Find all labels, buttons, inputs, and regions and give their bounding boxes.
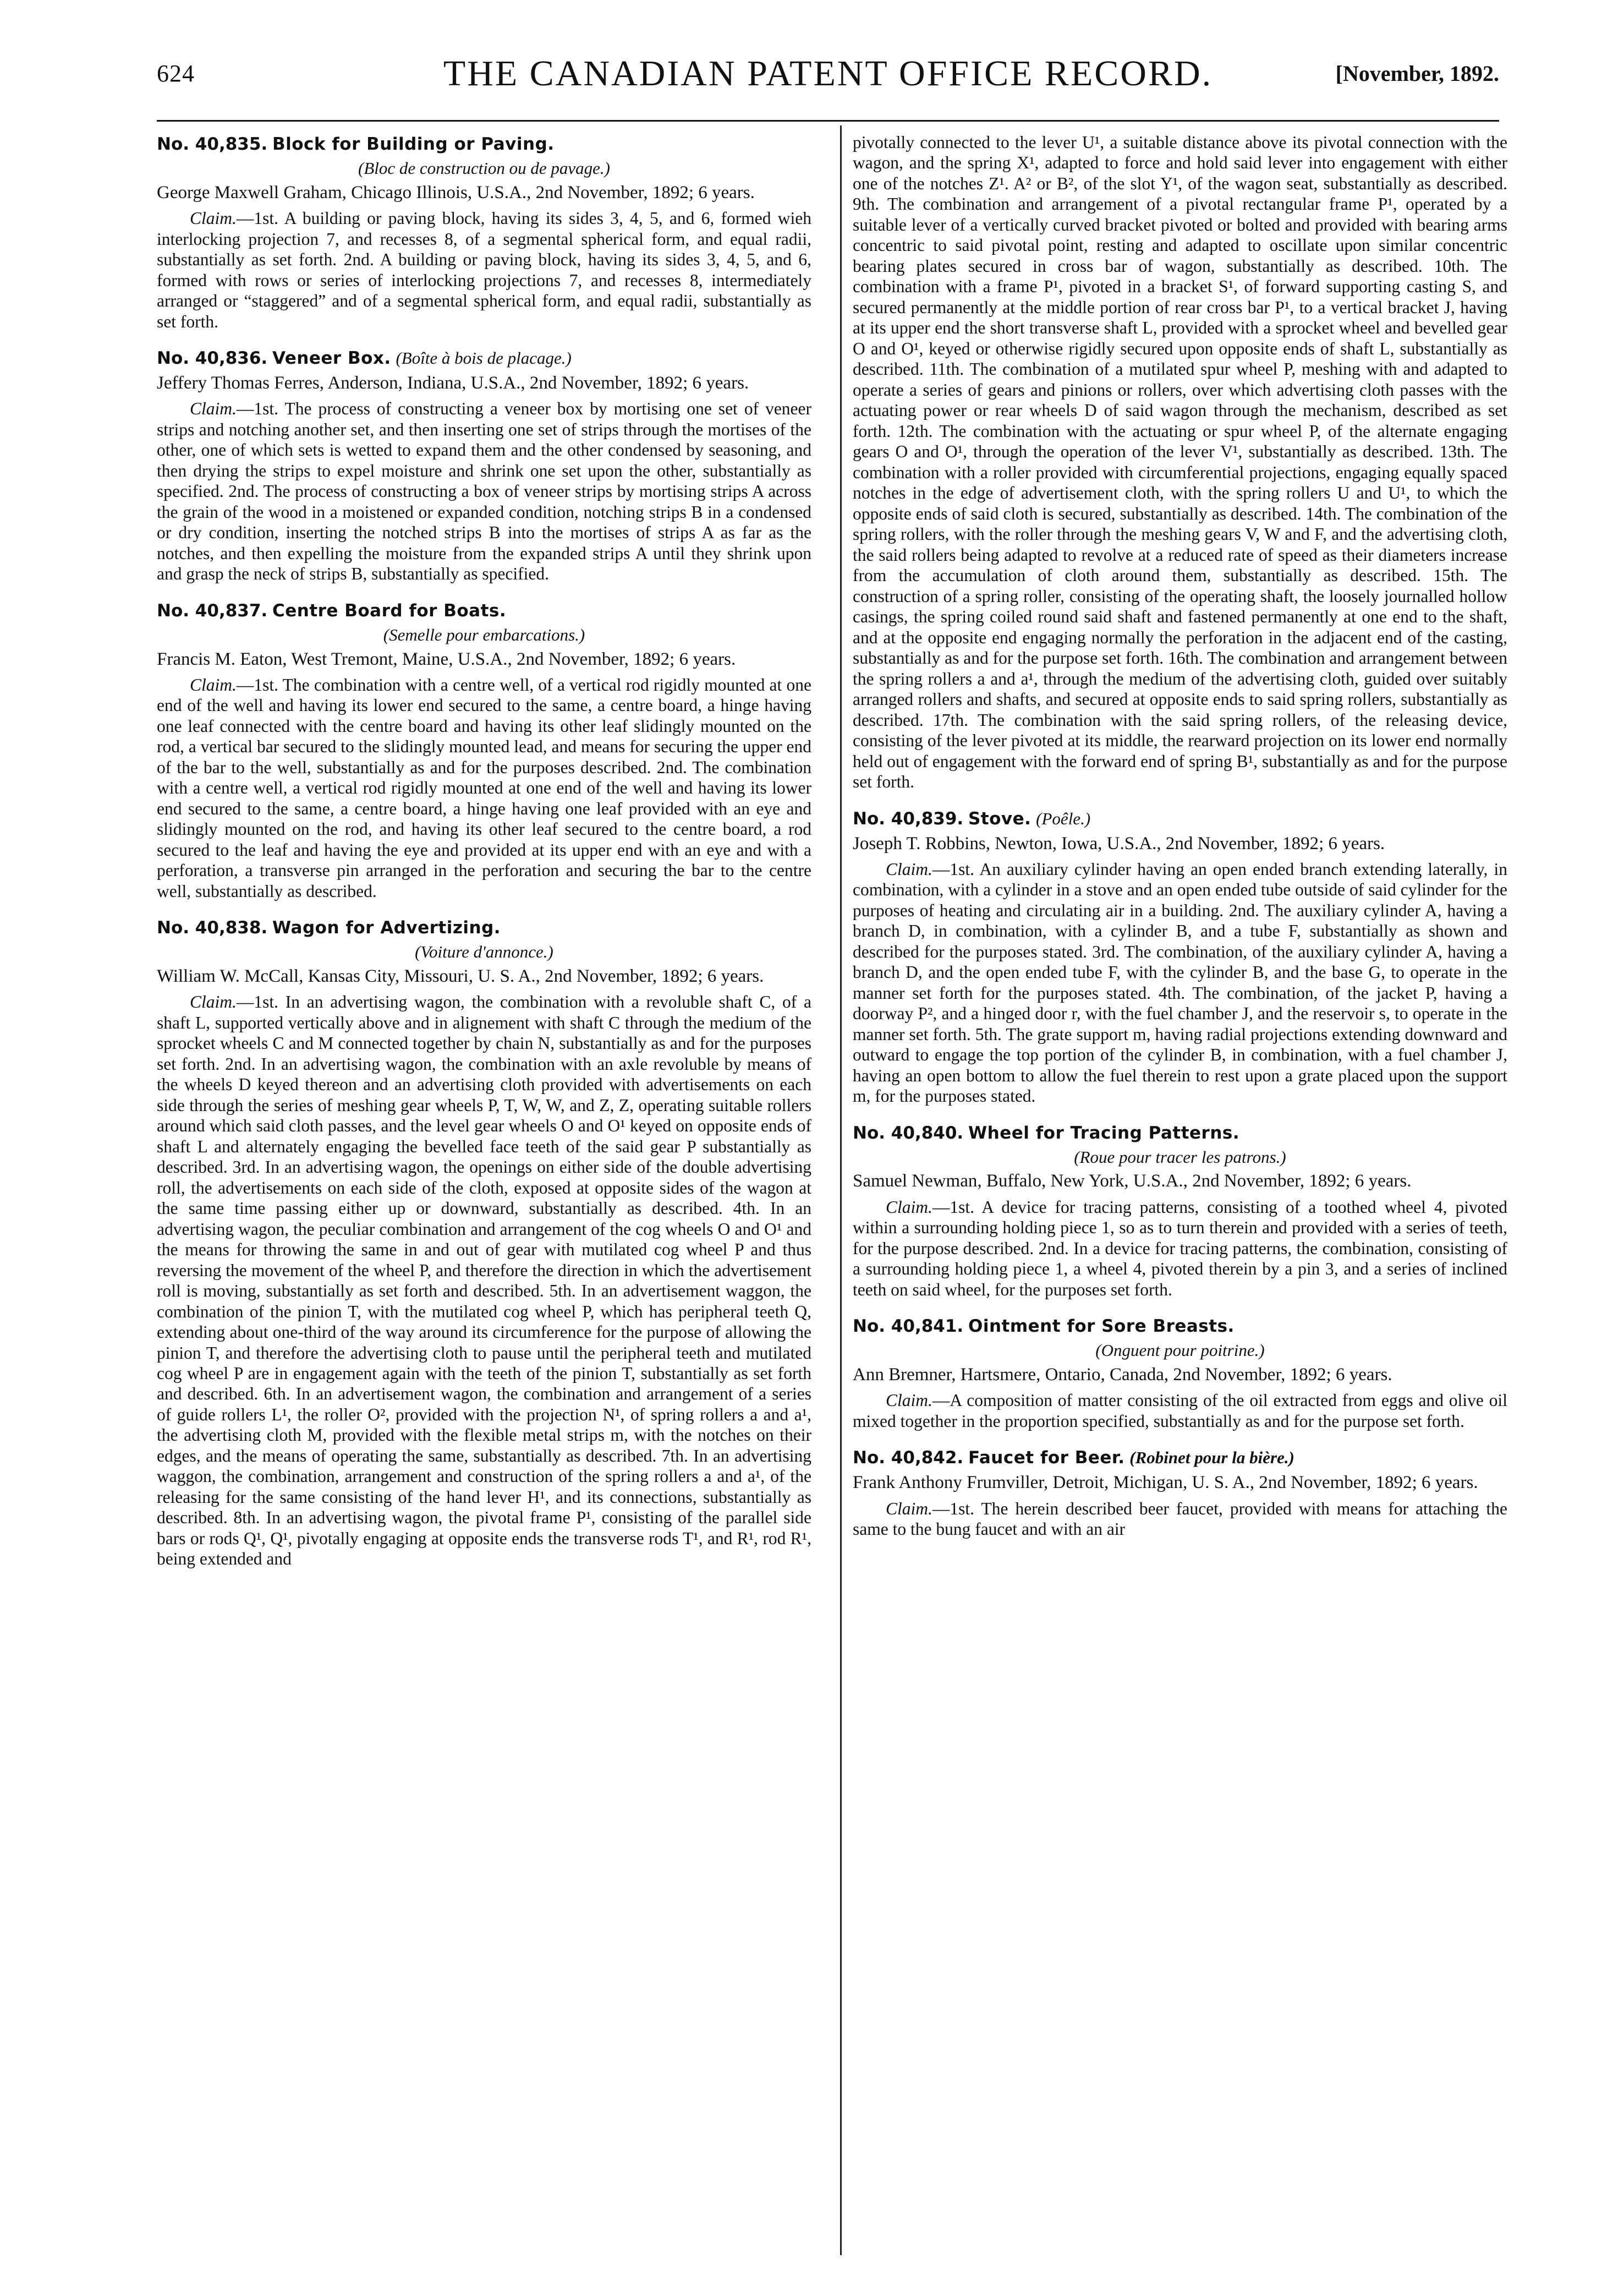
french-title: (Semelle pour embarcations.) [383,625,585,644]
claims-body: —1st. The combination with a centre well, of a vertical rod rigidly mounted at one end of the well and having its lower end secured to the same, a centre board, a hinge having one leaf connected with the centre board and having its other leaf slidingly mounted on the rod, a vertical bar secured to the slidingly mounted lead, and means for securing the upper end of the bar to the well, substantially as and for the purposes described. 2nd. The combination with a centre well, a vertical rod rigidly mounted at one end of the well and having its lower end secured to the same, a centre board, a hinge having one leaf provided with an eye and slidingly mounted on the rod, and having its other leaf secured to the centre board, a rod secured to the leaf and having the eye and provided at its upper end with an eye and with a perforation, a transverse pin arranged in the perforation and securing the bar to the centre well, substantially as described. [157,675,811,901]
entry-heading [853,807,1507,830]
claim-label: Claim. [886,859,932,879]
patent-title: Ointment for Sore Breasts. [968,1316,1235,1337]
patent-entry-40835 [157,132,811,332]
patent-title: Centre Board for Boats. [272,600,507,621]
inventor-line: Francis M. Eaton, West Tremont, Maine, U.S.A., 2nd November, 1892; 6 years. [157,649,736,669]
column-divider [840,125,842,2255]
entry-heading [853,1314,1507,1337]
page-number: 624 [157,60,195,87]
french-title: (Bloc de construction ou de pavage.) [358,158,610,178]
claims-continuation: pivotally connected to the lever U¹, a suitable distance above its pivotal connection with the wagon, and the spring X¹, adapted to force and hold said lever into engagement with either one of the notches Z¹. A² or B², of the slot Y¹, of the wagon seat, substantially as described. 9th. The combination and arrangement of a pivotal rectangular frame P¹, operated by a suitable lever of a vertically curved bracket pivoted or bolted and provided with bearing arms concentric to said pivotal point, resting and adapted to oscillate upon similar concentric bearing plates secured in cross bar of wagon, substantially as described. 10th. The combination with a frame P¹, pivoted in a bracket S¹, of forward supporting casting S, and secured permanently at the middle portion of rear cross bar P¹, to a vertical bracket J, having at its upper end the short transverse shaft L, provided with a sprocket wheel and bevelled gear O and O¹, keyed or otherwise rigidly secured upon opposite ends of shaft L, substantially as described. 11th. The combination of a mutilated spur wheel P, meshing with and adapted to operate a series of gears and pinions or rollers, over which advertising cloth passes with the actuating power or rear wheels D of said wagon through the mechanism, described as set forth. 12th. The combination with the actuating or spur wheel P, of the alternate engaging gears O and O¹, through the operation of the lever V¹, substantially as described. 13th. The combination with a roller provided with circumferential projections, engaging equally spaced notches in the edge of advertisement cloth, with the spring rollers U and U¹, to which the opposite ends of said cloth is secured, substantially as described. 14th. The combination of the spring rollers, with the roller through the meshing gears V, W and F, and the advertising cloth, the said rollers being adapted to revolve at a reduced rate of speed as their diameters increase from the accumulation of cloth around them, substantially as described. 15th. The construction of a spring roller, consisting of the operating shaft, the loosely journalled hollow casings, the spring coiled round said shaft and fastened permanently at one end to the shaft, and at the opposite end engaging normally the perforation in the adjacent end of the casting, substantially as and for the purpose set forth. 16th. The combination and arrangement between the spring rollers a and a¹, through the medium of the advertising cloth, guided over suitably arranged rollers and shafts, and secured at opposite ends to said spring rollers, substantially as described. 17th. The combination with the said spring rollers, of the releasing device, consisting of the lever pivoted at its middle, the rearward projection on its lower end normally held out of engagement with the forward end of spring B¹, substantially as and for the purpose set forth. [853,133,1507,792]
french-title: (Voiture d'annonce.) [415,942,553,962]
patent-title: Faucet for Beer. [968,1448,1125,1468]
header-rule [157,120,1499,122]
claims-text [853,1197,1507,1300]
page-header [157,50,1499,105]
claims-text [853,859,1507,1107]
patent-title: Veneer Box. [272,348,391,369]
claim-label: Claim. [190,675,237,694]
claims-text [853,1498,1507,1540]
claims-body: —1st. The herein described beer faucet, provided with means for attaching the same to the bung faucet and with an air [853,1498,1507,1539]
claim-label: Claim. [190,399,237,419]
claims-body: —A composition of matter consisting of the oil extracted from eggs and olive oil mixed together in the proportion specified, substantially as and for the purpose set forth. [853,1391,1507,1431]
patent-number: No. 40,839. [853,808,964,829]
running-title: THE CANADIAN PATENT OFFICE RECORD. [443,53,1213,94]
entry-heading [157,346,811,369]
claims-text [157,208,811,332]
patent-title: Stove. [968,808,1032,829]
patent-number: No. 40,840. [853,1123,964,1143]
entry-heading [853,1121,1507,1144]
patent-entry-40840 [853,1121,1507,1300]
patent-number: No. 40,841. [853,1316,964,1337]
french-title: (Poêle.) [1036,808,1091,828]
claims-body: —1st. A device for tracing patterns, consisting of a toothed wheel 4, pivoted within a surrounding holding piece 1, so as to turn therein and provided with a series of teeth, for the purpose described. 2nd. In a device for tracing patterns, the combination, consisting of a surrounding holding piece 1, a wheel 4, pivoted therein by a pin 3, and a series of inclined teeth on said wheel, for the purposes set forth. [853,1197,1507,1299]
patent-entry-40838-continued [853,132,1507,792]
patent-number: No. 40,842. [853,1448,964,1468]
claims-text [157,992,811,1569]
inventor-line: Ann Bremner, Hartsmere, Ontario, Canada, 2nd November, 1892; 6 years. [853,1365,1392,1385]
claim-label: Claim. [886,1197,932,1217]
claims-body: —1st. The process of constructing a veneer box by mortising one set of veneer strips and notching another set, and then inserting one set of strips through the mortises of the other, one of which sets is wetted to expand them and the other condensed by seasoning, and then drying the strips to expel moisture and shrink one set upon the other, substantially as specified. 2nd. The process of constructing a box of veneer strips by mortising strips A across the grain of the wood in a moistened or expanded condition, notching strips B in a condensed or dry condition, inserting the notched strips B into the mortises of strips A as far as the notches, and then expelling the moisture from the expanded strips A until they shrink upon and grasp the neck of strips B, substantially as specified. [157,399,811,584]
patent-title: Block for Building or Paving. [272,134,555,154]
french-title: (Robinet pour la bière.) [1129,1448,1294,1468]
patent-number: No. 40,837. [157,600,268,621]
inventor-line: Frank Anthony Frumviller, Detroit, Michigan, U. S. A., 2nd November, 1892; 6 years. [853,1473,1478,1493]
claim-label: Claim. [886,1391,932,1410]
patent-number: No. 40,835. [157,134,268,154]
claims-body: —1st. In an advertising wagon, the combination with a revoluble shaft C, of a shaft L, supported vertically above and in alignement with shaft C through the medium of the sprocket wheels C and M connected together by chain N, substantially as and for the purposes set forth. 2nd. In an advertising wagon, the combination with an axle revoluble by means of the wheels D keyed thereon and an advertising cloth provided with advertisements on each side through the series of meshing gear wheels P, T, W, W, and Z, Z, operating suitable rollers around which said cloth passes, and the level gear wheels O and O¹ keyed on opposite ends of shaft L and alternately engaging the bevelled face teeth of the said gear P substantially as described. 3rd. In an advertising wagon, the openings on either side of the double advertising roll, the advertisements on each side of the cloth, exposed at opposite sides of the wagon at the same time passing either up or downward, substantially as described. 4th. In an advertising wagon, the peculiar combination and arrangement of the cog wheels O and O¹ and the means for throwing the same in and out of gear with mutilated cog wheel P and thus reversing the movement of the wheel P, and therefore the direction in which the advertisement roll is moving, substantially as set forth and described. 5th. In an advertisement waggon, the combination of the pinion T, with the mutilated cog wheel P, which has peripheral teeth Q, extending about one-third of the way around its circumference for the purpose of allowing the pinion T, and therefore the advertising cloth to pause until the peripheral teeth and mutilated cog wheel P are in engagement again with the teeth of the pinion T, substantially as set forth and described. 6th. In an advertisement wagon, the combination and arrangement of a series of guide rollers L¹, the roller O², provided with the projection N¹, of spring rollers a and a¹, the advertising cloth M, provided with the flexible metal strips m, with the notches on their edges, and the means of operating the same, substantially as described. 7th. In an advertising waggon, the combination, arrangement and construction of the spring rollers a and a¹, of the releasing for the same consisting of the hand lever H¹, and its connections, substantially as described. 8th. In an advertising wagon, the pivotal frame P¹, consisting of the parallel side bars or rods Q¹, Q¹, pivotally engaging at opposite ends the transverse rods T¹, and R¹, rod R¹, being extended and [157,992,811,1569]
claim-label: Claim. [190,992,237,1012]
entry-heading [157,916,811,939]
inventor-line: William W. McCall, Kansas City, Missouri, U. S. A., 2nd November, 1892; 6 years. [157,966,764,987]
inventor-line: Samuel Newman, Buffalo, New York, U.S.A., 2nd November, 1892; 6 years. [853,1171,1412,1191]
claim-label: Claim. [886,1498,932,1518]
claims-text [853,1390,1507,1431]
patent-entry-40842 [853,1446,1507,1539]
claims-text [157,398,811,584]
entry-heading [853,1446,1507,1469]
patent-entry-40838 [157,916,811,1569]
issue-date: [November, 1892. [1335,61,1499,86]
french-title: (Boîte à bois de placage.) [396,348,572,368]
claims-body: —1st. A building or paving block, having its sides 3, 4, 5, and 6, formed wieh interlocking projection 7, and recesses 8, of a segmental spherical form, and equal radii, substantially as set forth. 2nd. A building or paving block, having its sides 3, 4, 5, and 6, formed with rows or series of interlocking projections 7, and recesses 8, intermediately arranged or “staggered” and of a segmental spherical form, and equal radii, substantially as set forth. [157,209,811,331]
left-column [157,132,811,2262]
entry-heading [157,132,811,155]
inventor-line: Jeffery Thomas Ferres, Anderson, Indiana, U.S.A., 2nd November, 1892; 6 years. [157,373,749,393]
inventor-line: George Maxwell Graham, Chicago Illinois, U.S.A., 2nd November, 1892; 6 years. [157,182,755,203]
patent-entry-40841 [853,1314,1507,1431]
patent-number: No. 40,838. [157,918,268,938]
patent-number: No. 40,836. [157,348,268,369]
entry-heading [157,599,811,622]
patent-title: Wagon for Advertizing. [272,918,501,938]
patent-entry-40839 [853,807,1507,1107]
patent-entry-40836 [157,346,811,584]
french-title: (Roue pour tracer les patrons.) [1074,1147,1286,1167]
patent-entry-40837 [157,599,811,901]
french-title: (Onguent pour poitrine.) [1095,1341,1265,1360]
patent-title: Wheel for Tracing Patterns. [968,1123,1240,1143]
claims-text [157,675,811,901]
inventor-line: Joseph T. Robbins, Newton, Iowa, U.S.A., 2nd November, 1892; 6 years. [853,833,1385,854]
claims-body: —1st. An auxiliary cylinder having an open ended branch extending laterally, in combination, with a cylinder in a stove and an open ended tube outside of said cylinder for the purposes of heating and circulating air in a building. 2nd. The auxiliary cylinder A, having a branch D, in combination, with a cylinder B, and a tube F, substantially as shown and described for the purposes stated. 3rd. The combination, of the auxiliary cylinder A, having a branch D, and the open ended tube F, with the cylinder B, and the base G, to operate in the manner set forth for the purposes stated. 4th. The combination, of the jacket P, having a doorway P², and a hinged door r, with the fuel chamber J, and the reservoir s, to operate in the manner set forth. 5th. The grate support m, having radial projections extending downward and outward to engage the top portion of the cylinder B, in combination, with a fuel chamber J, having an open bottom to allow the fuel therein to rest upon a grate placed upon the support m, for the purposes stated. [853,859,1507,1106]
claim-label: Claim. [190,209,237,228]
right-column [853,132,1507,2262]
